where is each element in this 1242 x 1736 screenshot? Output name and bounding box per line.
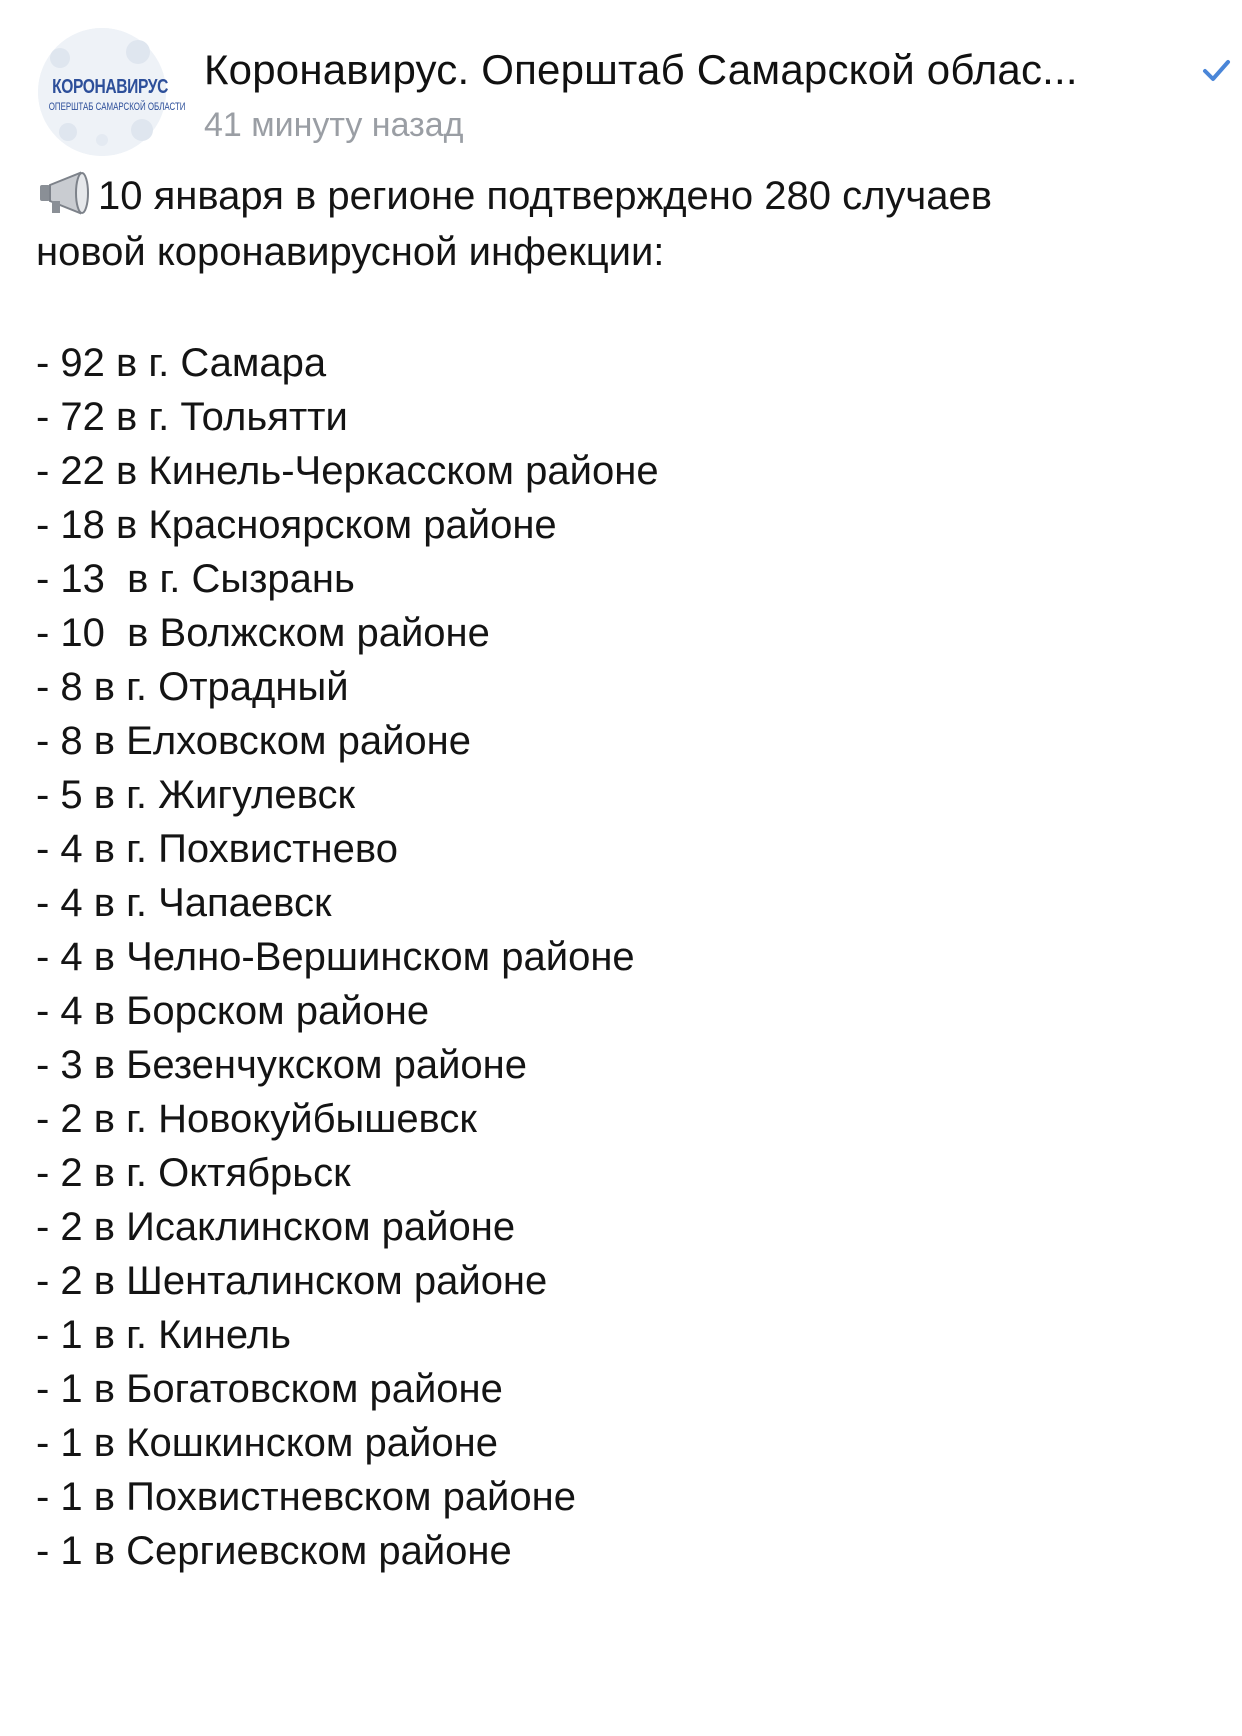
- post-intro-line2: новой коронавирусной инфекции:: [36, 230, 665, 274]
- avatar-title: КОРОНАВИРУС: [52, 76, 168, 98]
- post-intro: [36, 168, 1216, 280]
- post-intro-line1: 10 января в регионе подтверждено 280 случаев: [98, 174, 993, 218]
- avatar-subtitle: ОПЕРШТАБ САМАРСКОЙ ОБЛАСТИ: [48, 101, 186, 113]
- list-item: - 1 в Сергиевском районе: [36, 1529, 512, 1573]
- list-item: - 1 в г. Кинель: [36, 1313, 291, 1357]
- list-item: - 2 в Исаклинском районе: [36, 1205, 516, 1249]
- list-item: - 18 в Красноярском районе: [36, 503, 557, 547]
- checkmark-icon: [1198, 52, 1234, 88]
- list-item: - 1 в Похвистневском районе: [36, 1475, 576, 1519]
- list-item: - 1 в Кошкинском районе: [36, 1421, 498, 1465]
- list-item: - 10 в Волжском районе: [36, 611, 490, 655]
- list-item: - 8 в г. Отрадный: [36, 665, 349, 709]
- list-item: - 22 в Кинель-Черкасском районе: [36, 449, 659, 493]
- post-timestamp[interactable]: 41 минуту назад: [204, 106, 464, 144]
- list-item: - 4 в г. Чапаевск: [36, 881, 332, 925]
- list-item: - 5 в г. Жигулевск: [36, 773, 355, 817]
- megaphone-icon: [36, 169, 94, 217]
- list-item: - 2 в г. Октябрьск: [36, 1151, 351, 1195]
- list-item: - 4 в г. Похвистнево: [36, 827, 398, 871]
- channel-name[interactable]: Коронавирус. Оперштаб Самарской облас...: [204, 46, 1078, 93]
- post-header: [38, 22, 1218, 142]
- list-item: - 4 в Челно-Вершинском районе: [36, 935, 635, 979]
- channel-avatar[interactable]: [38, 28, 186, 156]
- list-item: - 4 в Борском районе: [36, 989, 430, 1033]
- list-item: - 2 в г. Новокуйбышевск: [36, 1097, 477, 1141]
- list-item: - 92 в г. Самара: [36, 341, 327, 385]
- post-body: [36, 168, 1216, 1578]
- list-item: - 13 в г. Сызрань: [36, 557, 355, 601]
- cases-list: [36, 336, 1216, 1578]
- list-item: - 1 в Богатовском районе: [36, 1367, 503, 1411]
- list-item: - 8 в Елховском районе: [36, 719, 471, 763]
- list-item: - 2 в Шенталинском районе: [36, 1259, 548, 1303]
- spacer: [36, 280, 1216, 336]
- list-item: - 3 в Безенчукском районе: [36, 1043, 528, 1087]
- list-item: - 72 в г. Тольятти: [36, 395, 348, 439]
